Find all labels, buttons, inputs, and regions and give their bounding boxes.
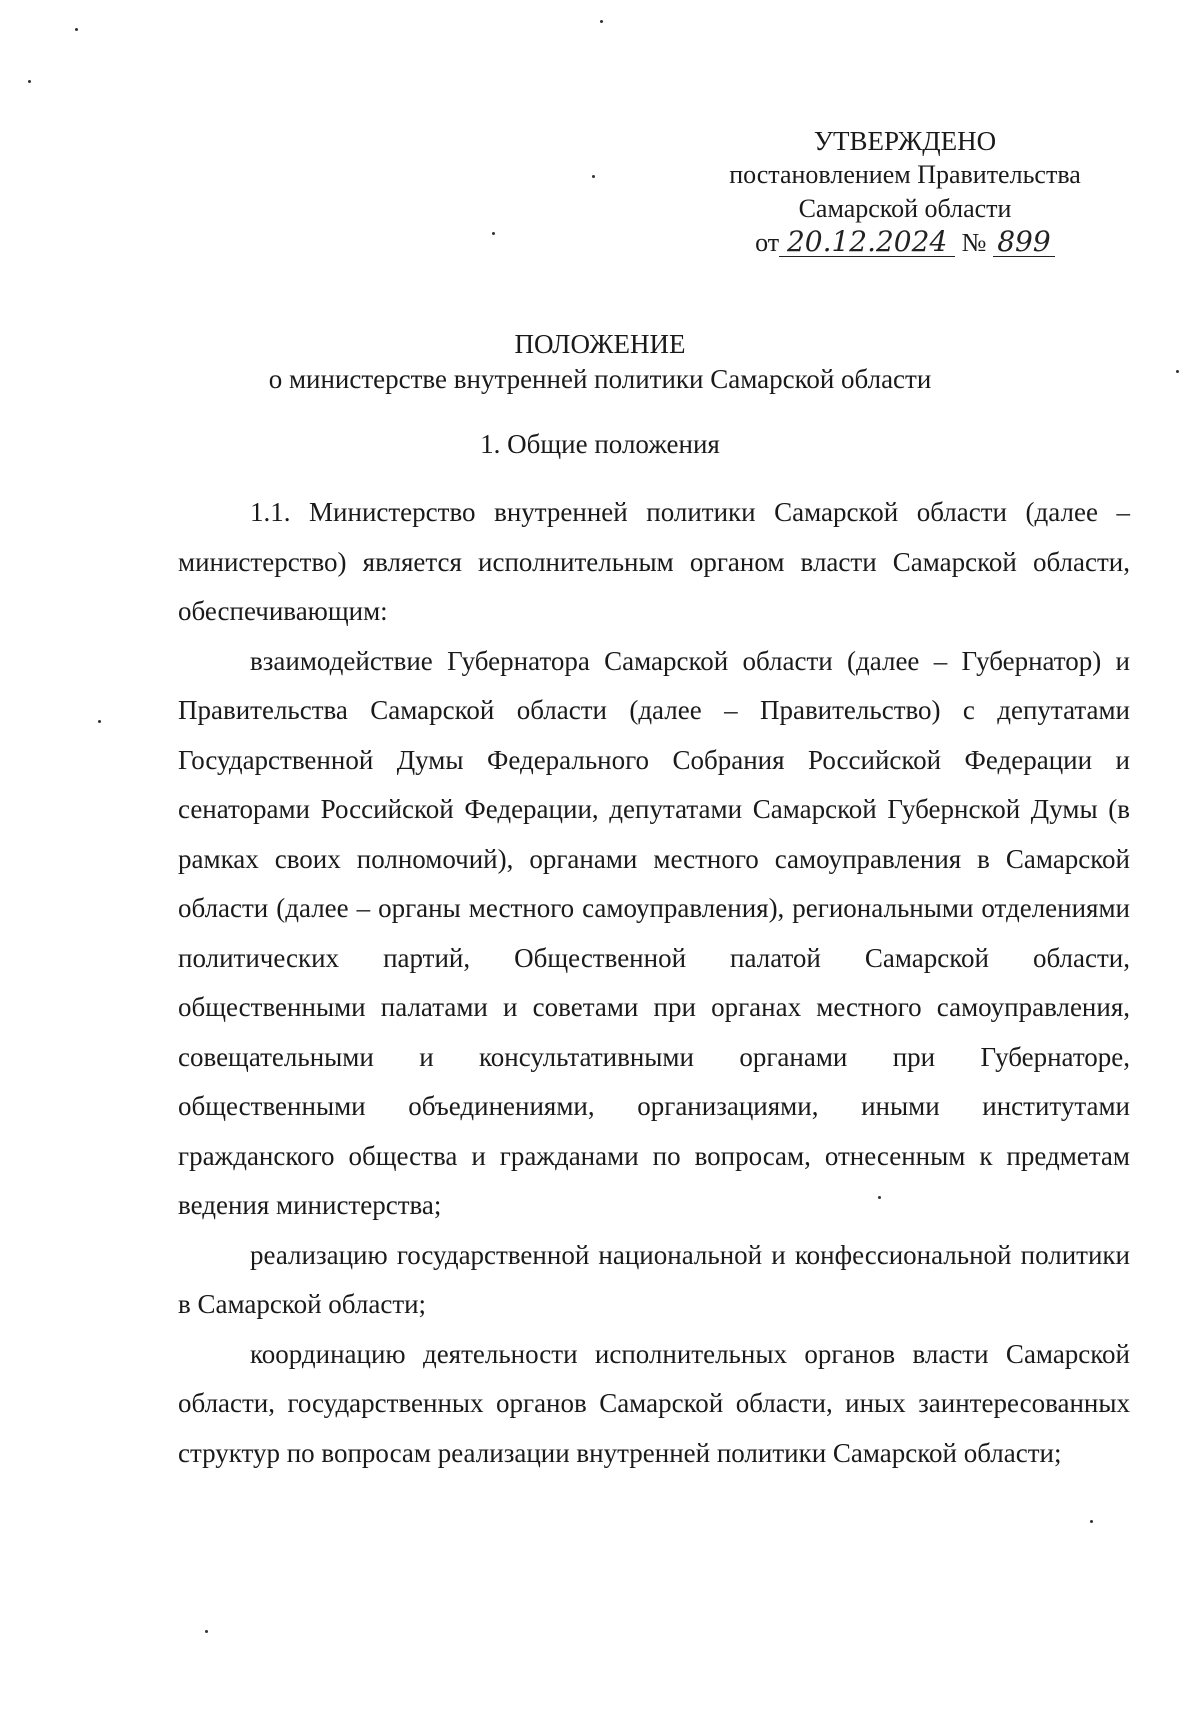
document-body	[178, 488, 1130, 1478]
scan-speck	[205, 1630, 208, 1633]
approval-title: УТВЕРЖДЕНО	[813, 126, 997, 156]
paragraph: взаимодействие Губернатора Самарской области (далее – Губернатор) и Правительства Самарской области (далее – Правительство) с депутатами Государственной Думы Федерального Собрания Российской Федерации и сенаторами Российской Федерации, депутатами Самарской Губернской Думы (в рамках своих полномочий), органами местного самоуправления в Самарской области (далее – органы местного самоуправления), региональными отделениями политических партий, Общественной палатой Самарской области, общественными палатами и советами при органах местного самоуправления, совещательными и консультативными органами при Губернаторе, общественными объединениями, организациями, иными институтами гражданского общества и гражданами по вопросам, отнесенным к предметам ведения министерства;	[178, 645, 1130, 1220]
number-sign: №	[961, 228, 987, 257]
approval-line-1: постановлением Правительства	[729, 160, 1081, 189]
document-title: ПОЛОЖЕНИЕ	[514, 329, 686, 359]
scan-speck	[600, 20, 603, 23]
paragraph: реализацию государственной национальной и конфессиональной политики в Самарской области;	[178, 1239, 1130, 1319]
scan-speck	[878, 1196, 881, 1199]
handwritten-date: 20.12.2024	[779, 228, 955, 257]
scan-speck	[492, 232, 495, 235]
scan-speck	[592, 175, 595, 178]
approval-line-2: Самарской области	[798, 194, 1012, 223]
section-heading: 1. Общие положения	[480, 429, 720, 459]
paragraph: 1.1. Министерство внутренней политики Самарской области (далее – министерство) является исполнительным органом власти Самарской области, обеспечивающим:	[178, 497, 1130, 626]
approval-stamp	[700, 124, 1110, 260]
handwritten-number: 899	[993, 228, 1055, 257]
paragraph: координацию деятельности исполнительных органов власти Самарской области, государственных органов Самарской области, иных заинтересованных структур по вопросам реализации внутренней политики Самарской области;	[178, 1338, 1130, 1468]
scan-speck	[75, 28, 78, 31]
approval-date-line	[700, 226, 1110, 260]
scan-speck	[1090, 1520, 1093, 1523]
date-prefix: от	[755, 228, 780, 257]
document-subtitle: о министерстве внутренней политики Самарской области	[268, 364, 932, 394]
scan-speck	[28, 80, 31, 83]
scan-speck	[1176, 370, 1179, 373]
scan-speck	[98, 720, 101, 723]
